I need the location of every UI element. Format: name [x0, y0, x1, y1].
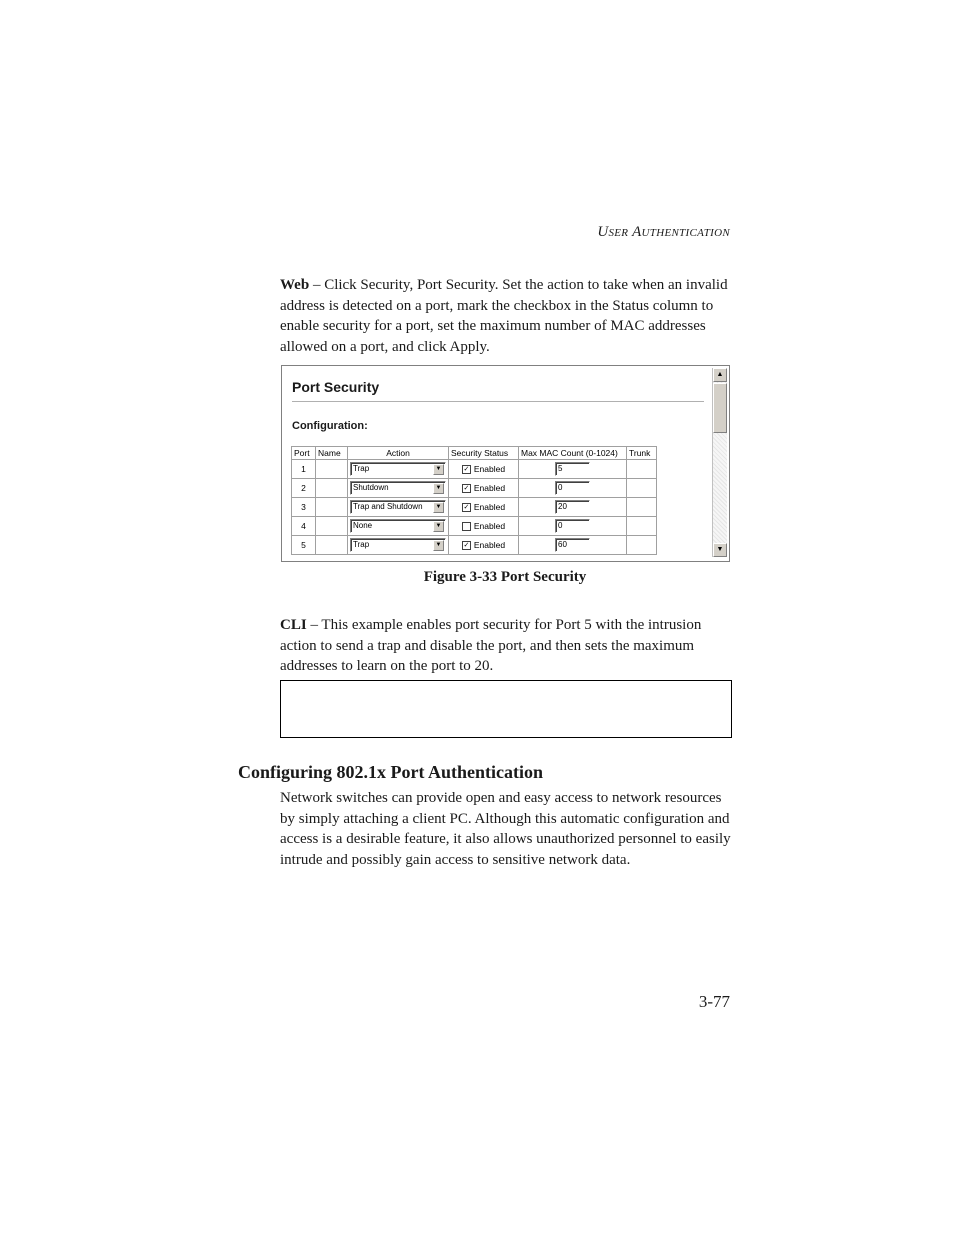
port-security-screenshot: [281, 365, 730, 562]
port-security-table: [291, 446, 657, 555]
security-status-checkbox[interactable]: ✓: [463, 542, 470, 550]
action-select[interactable]: Shutdown ▼: [350, 481, 446, 495]
security-status-checkbox[interactable]: ✓: [463, 504, 470, 512]
port-number: 4: [292, 517, 316, 536]
trunk-value: [627, 536, 657, 555]
security-status-checkbox[interactable]: [462, 522, 471, 531]
table-header-row: [292, 447, 657, 460]
port-number: 3: [292, 498, 316, 517]
scroll-down-icon[interactable]: ▼: [713, 543, 727, 557]
dropdown-arrow-icon: ▼: [433, 540, 444, 551]
column-header-max-mac-count: Max MAC Count (0-1024): [519, 447, 627, 460]
column-header-port: Port: [292, 447, 316, 460]
table-row: [292, 460, 657, 479]
dropdown-arrow-icon: ▼: [433, 483, 444, 494]
column-header-trunk: Trunk: [627, 447, 657, 460]
web-label: Web: [280, 277, 310, 293]
cli-instructions-paragraph: CLI – This example enables port security for Port 5 with the intrusion action to send a trap and disable the port, and then sets the maximum addresses to learn on the port to 20.: [280, 617, 702, 674]
cli-label: CLI: [280, 617, 307, 633]
port-name: [316, 479, 348, 498]
status-label: Enabled: [473, 520, 506, 531]
dropdown-arrow-icon: ▼: [433, 502, 444, 513]
configuration-label: Configuration:: [292, 420, 368, 432]
web-instructions-paragraph: Web – Click Security, Port Security. Set the action to take when an invalid address is detected on a port, mark the checkbox in the Status column to enable security for a port, set the maximum number of MAC addresses allowed on a port, and click Apply.: [280, 277, 728, 355]
max-mac-count-input[interactable]: 0: [555, 519, 590, 533]
table-row: [292, 498, 657, 517]
running-header: USER AUTHENTICATION: [597, 224, 730, 240]
table-row: [292, 479, 657, 498]
dropdown-arrow-icon: ▼: [433, 464, 444, 475]
trunk-value: [627, 517, 657, 536]
title-divider: [292, 401, 704, 402]
port-number: 5: [292, 536, 316, 555]
security-status-checkbox[interactable]: ✓: [463, 485, 470, 493]
trunk-value: [627, 460, 657, 479]
cli-example-box: [280, 680, 732, 738]
status-label: Enabled: [473, 463, 506, 474]
scroll-up-icon[interactable]: ▲: [713, 368, 727, 382]
scrollbar-thumb[interactable]: [713, 383, 727, 433]
vertical-scrollbar[interactable]: [712, 368, 727, 557]
section-heading: Configuring 802.1x Port Authentication: [238, 762, 544, 782]
figure-page-title: Port Security: [292, 379, 380, 395]
status-label: Enabled: [473, 501, 506, 512]
trunk-value: [627, 479, 657, 498]
port-name: [316, 498, 348, 517]
action-select[interactable]: Trap ▼: [350, 538, 446, 552]
section-body-paragraph: Network switches can provide open and easy access to network resources by simply attaching a client PC. Although this automatic configuration and access is a desirable feature, it also allows unauthorized personnel to easily intrude and possibly gain access to sensitive network data.: [280, 790, 731, 868]
port-name: [316, 460, 348, 479]
column-header-action: Action: [348, 447, 449, 460]
max-mac-count-input[interactable]: 5: [555, 462, 590, 476]
page-number: 3-77: [698, 992, 730, 1011]
action-select[interactable]: Trap and Shutdown ▼: [350, 500, 446, 514]
table-row: [292, 517, 657, 536]
action-select[interactable]: None ▼: [350, 519, 446, 533]
port-name: [316, 536, 348, 555]
status-label: Enabled: [473, 482, 506, 493]
action-select[interactable]: Trap ▼: [350, 462, 446, 476]
trunk-value: [627, 498, 657, 517]
figure-caption: Figure 3-33 Port Security: [423, 569, 587, 585]
port-number: 2: [292, 479, 316, 498]
port-name: [316, 517, 348, 536]
status-label: Enabled: [473, 539, 506, 550]
security-status-checkbox[interactable]: ✓: [463, 466, 470, 474]
dropdown-arrow-icon: ▼: [433, 521, 444, 532]
table-row: [292, 536, 657, 555]
max-mac-count-input[interactable]: 20: [555, 500, 590, 514]
max-mac-count-input[interactable]: 0: [555, 481, 590, 495]
column-header-security-status: Security Status: [449, 447, 519, 460]
port-number: 1: [292, 460, 316, 479]
max-mac-count-input[interactable]: 60: [555, 538, 590, 552]
column-header-name: Name: [316, 447, 348, 460]
